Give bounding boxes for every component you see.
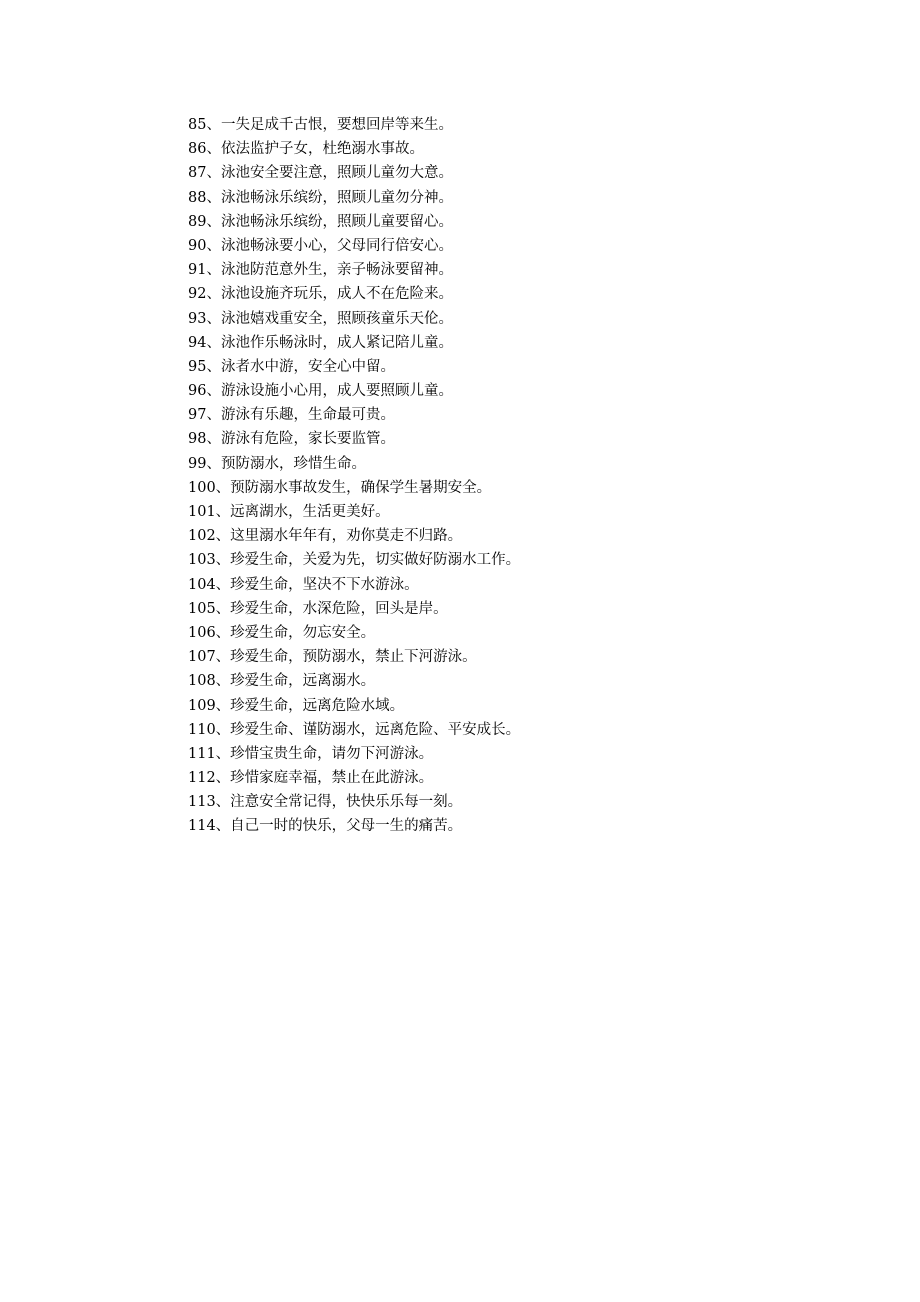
slogan-line: 96、游泳设施小心用，成人要照顾儿童。 xyxy=(188,383,453,400)
slogan-line: 104、珍爱生命，坚决不下水游泳。 xyxy=(188,576,419,593)
slogan-line: 94、泳池作乐畅泳时，成人紧记陪儿童。 xyxy=(188,334,453,351)
slogan-line: 111、珍惜宝贵生命，请勿下河游泳。 xyxy=(188,745,434,762)
slogan-line: 103、珍爱生命，关爱为先，切实做好防溺水工作。 xyxy=(188,552,521,569)
slogan-line: 101、远离湖水，生活更美好。 xyxy=(188,504,390,520)
slogan-line: 109、珍爱生命，远离危险水域。 xyxy=(188,697,405,714)
slogan-line: 106、珍爱生命，勿忘安全。 xyxy=(188,624,376,641)
slogan-line: 86、依法监护子女，杜绝溺水事故。 xyxy=(188,141,424,158)
slogan-line: 98、游泳有危险，家长要监管。 xyxy=(188,431,395,448)
slogan-line: 110、珍爱生命、谨防溺水，远离危险、平安成长。 xyxy=(188,721,521,738)
slogan-list xyxy=(188,113,520,839)
slogan-line: 85、一失足成千古恨，要想回岸等来生。 xyxy=(188,117,453,133)
slogan-line: 97、游泳有乐趣，生命最可贵。 xyxy=(188,407,395,424)
slogan-line: 92、泳池设施齐玩乐，成人不在危险来。 xyxy=(188,286,453,303)
slogan-line: 95、泳者水中游，安全心中留。 xyxy=(188,358,395,375)
slogan-line: 108、珍爱生命，远离溺水。 xyxy=(188,673,376,690)
slogan-line: 102、这里溺水年年有，劝你莫走不归路。 xyxy=(188,528,463,545)
slogan-line: 91、泳池防范意外生，亲子畅泳要留神。 xyxy=(188,262,453,279)
slogan-line: 100、预防溺水事故发生，确保学生暑期安全。 xyxy=(188,479,492,496)
slogan-line: 107、珍爱生命，预防溺水，禁止下河游泳。 xyxy=(188,649,477,666)
slogan-line: 105、珍爱生命，水深危险，回头是岸。 xyxy=(188,600,448,617)
slogan-line: 88、泳池畅泳乐缤纷，照顾儿童勿分神。 xyxy=(188,189,453,206)
slogan-line: 112、珍惜家庭幸福，禁止在此游泳。 xyxy=(188,770,434,787)
slogan-line: 93、泳池嬉戏重安全，照顾孩童乐天伦。 xyxy=(188,310,453,327)
slogan-line: 90、泳池畅泳要小心，父母同行倍安心。 xyxy=(188,237,453,254)
slogan-line: 99、预防溺水，珍惜生命。 xyxy=(188,455,366,472)
slogan-line: 113、注意安全常记得，快快乐乐每一刻。 xyxy=(188,794,463,811)
slogan-line: 87、泳池安全要注意，照顾儿童勿大意。 xyxy=(188,165,453,182)
slogan-line: 114、自己一时的快乐，父母一生的痛苦。 xyxy=(188,818,463,835)
slogan-line: 89、泳池畅泳乐缤纷，照顾儿童要留心。 xyxy=(188,213,453,230)
